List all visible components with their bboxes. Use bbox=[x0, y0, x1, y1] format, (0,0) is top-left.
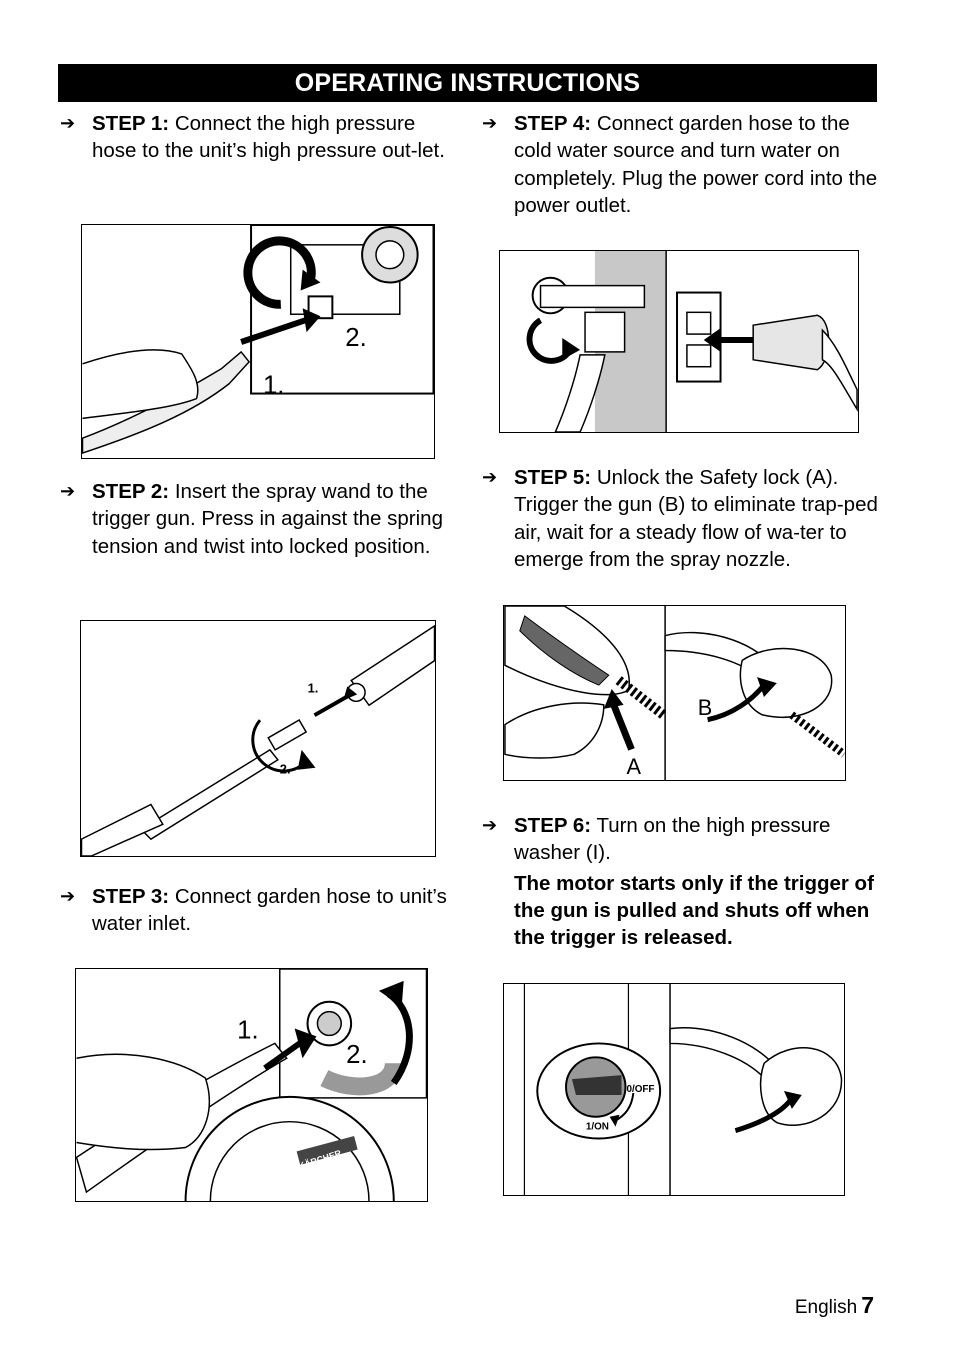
figure-spray-wand bbox=[80, 620, 436, 857]
callout-1: 1. bbox=[262, 371, 285, 400]
switch-off-label: 0/OFF bbox=[626, 1083, 655, 1095]
arrow-right-icon: ➔ bbox=[482, 815, 498, 835]
arrow-right-icon: ➔ bbox=[60, 481, 76, 501]
step-text: Connect garden hose to the cold water source and turn water on completely. Plug the power cord into the power outlet. bbox=[514, 112, 878, 217]
motor-note: The motor starts only if the trigger of the gun is pulled and shuts off when the trigger is released. bbox=[514, 871, 874, 950]
step-label: STEP 6: bbox=[514, 814, 592, 837]
callout-2: 2. bbox=[279, 761, 291, 777]
step-text: Connect the high pressure hose to the unit’s high pressure out-let. bbox=[92, 112, 445, 163]
step-label: STEP 5: bbox=[514, 466, 592, 489]
arrow-right-icon: ➔ bbox=[60, 886, 76, 906]
step-4 bbox=[482, 110, 882, 219]
step-6 bbox=[482, 812, 882, 951]
footer-language: English bbox=[794, 1297, 858, 1318]
callout-a: A bbox=[626, 754, 642, 780]
figure-safety-lock bbox=[503, 605, 846, 781]
page-footer bbox=[795, 1292, 874, 1319]
callout-b: B bbox=[697, 694, 713, 720]
brand-label: KÄRCHER bbox=[297, 1147, 343, 1172]
section-header bbox=[58, 64, 877, 102]
arrow-right-icon: ➔ bbox=[482, 113, 498, 133]
step-text: Insert the spray wand to the trigger gun. Press in against the spring tension and twist into locked position. bbox=[92, 480, 443, 558]
callout-1: 1. bbox=[237, 1016, 259, 1045]
step-label: STEP 1: bbox=[92, 112, 170, 135]
section-title: OPERATING INSTRUCTIONS bbox=[294, 68, 641, 97]
figure-water-inlet bbox=[75, 968, 428, 1202]
arrow-right-icon: ➔ bbox=[482, 467, 498, 487]
callout-2: 2. bbox=[345, 323, 367, 352]
callout-2: 2. bbox=[346, 1041, 368, 1070]
step-5 bbox=[482, 464, 882, 573]
page-number: 7 bbox=[861, 1292, 874, 1318]
step-label: STEP 2: bbox=[92, 480, 170, 503]
step-text: Connect garden hose to unit’s water inlet. bbox=[92, 885, 447, 936]
step-label: STEP 4: bbox=[514, 112, 592, 135]
step-text: Turn on the high pressure washer (I). bbox=[514, 814, 831, 865]
step-3 bbox=[60, 883, 455, 938]
step-label: STEP 3: bbox=[92, 885, 170, 908]
figure-power-switch bbox=[503, 983, 845, 1196]
step-2 bbox=[60, 478, 455, 560]
switch-on-label: 1/ON bbox=[585, 1121, 609, 1133]
callout-1: 1. bbox=[307, 680, 319, 696]
figure-water-and-power bbox=[499, 250, 859, 433]
step-1 bbox=[60, 110, 455, 165]
arrow-right-icon: ➔ bbox=[60, 113, 76, 133]
step-text: Unlock the Safety lock (A). Trigger the gun (B) to eliminate trap-ped air, wait for a steady flow of wa-ter to emerge from the spray nozzle. bbox=[514, 466, 878, 571]
figure-hose-connection bbox=[81, 224, 435, 459]
